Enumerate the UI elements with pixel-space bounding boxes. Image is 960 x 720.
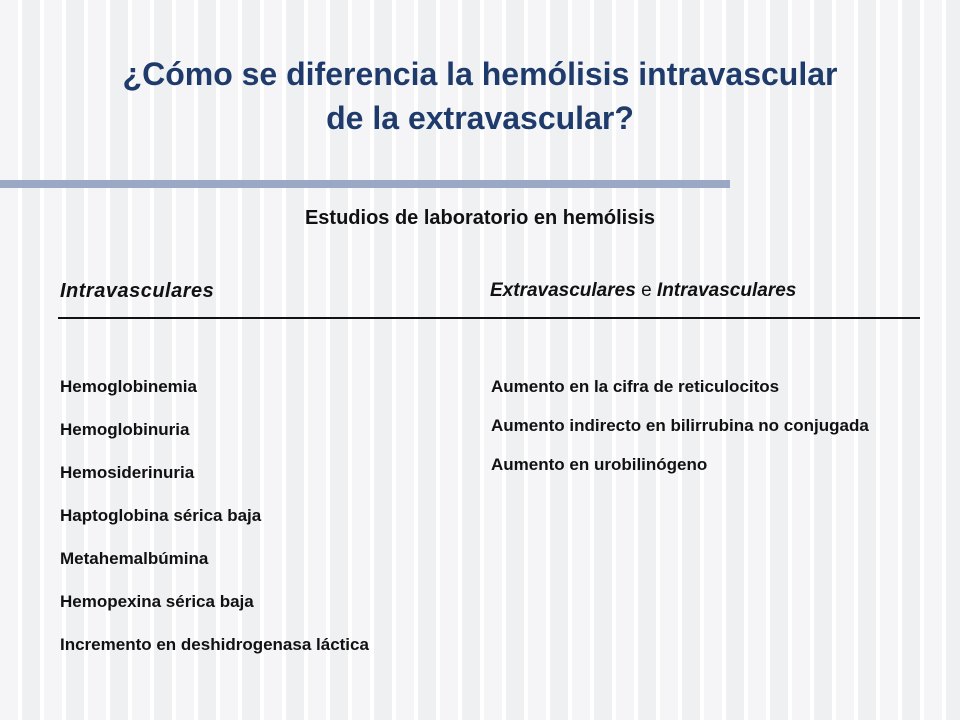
column-heading-intravasculares: Intravasculares <box>60 280 215 302</box>
extravascular-findings-list <box>491 375 911 492</box>
heading-part-3: Intravasculares <box>656 280 797 301</box>
intravascular-findings-list <box>60 375 440 656</box>
list-item: Aumento indirecto en bilirrubina no conjugada <box>491 416 869 435</box>
heading-part-2: e <box>641 280 652 301</box>
column-heading-extravasculares <box>490 280 796 302</box>
heading-part-1: Extravasculares <box>490 280 636 301</box>
title-line-1: ¿Cómo se diferencia la hemólisis intravascular <box>122 56 838 92</box>
list-item: Hemoglobinuria <box>60 420 190 439</box>
list-item: Hemosiderinuria <box>60 463 195 482</box>
slide-title <box>60 52 900 140</box>
header-divider <box>58 317 920 319</box>
list-item: Incremento en deshidrogenasa láctica <box>60 635 369 654</box>
list-item: Hemoglobinemia <box>60 377 197 396</box>
list-item: Aumento en urobilinógeno <box>491 455 708 474</box>
table-subtitle: Estudios de laboratorio en hemólisis <box>304 207 656 229</box>
list-item: Hemopexina sérica baja <box>60 592 254 611</box>
list-item: Metahemalbúmina <box>60 549 209 568</box>
list-item: Haptoglobina sérica baja <box>60 506 262 525</box>
list-item: Aumento en la cifra de reticulocitos <box>491 377 780 396</box>
title-line-2: de la extravascular? <box>326 100 634 136</box>
title-underline-bar <box>0 180 730 188</box>
